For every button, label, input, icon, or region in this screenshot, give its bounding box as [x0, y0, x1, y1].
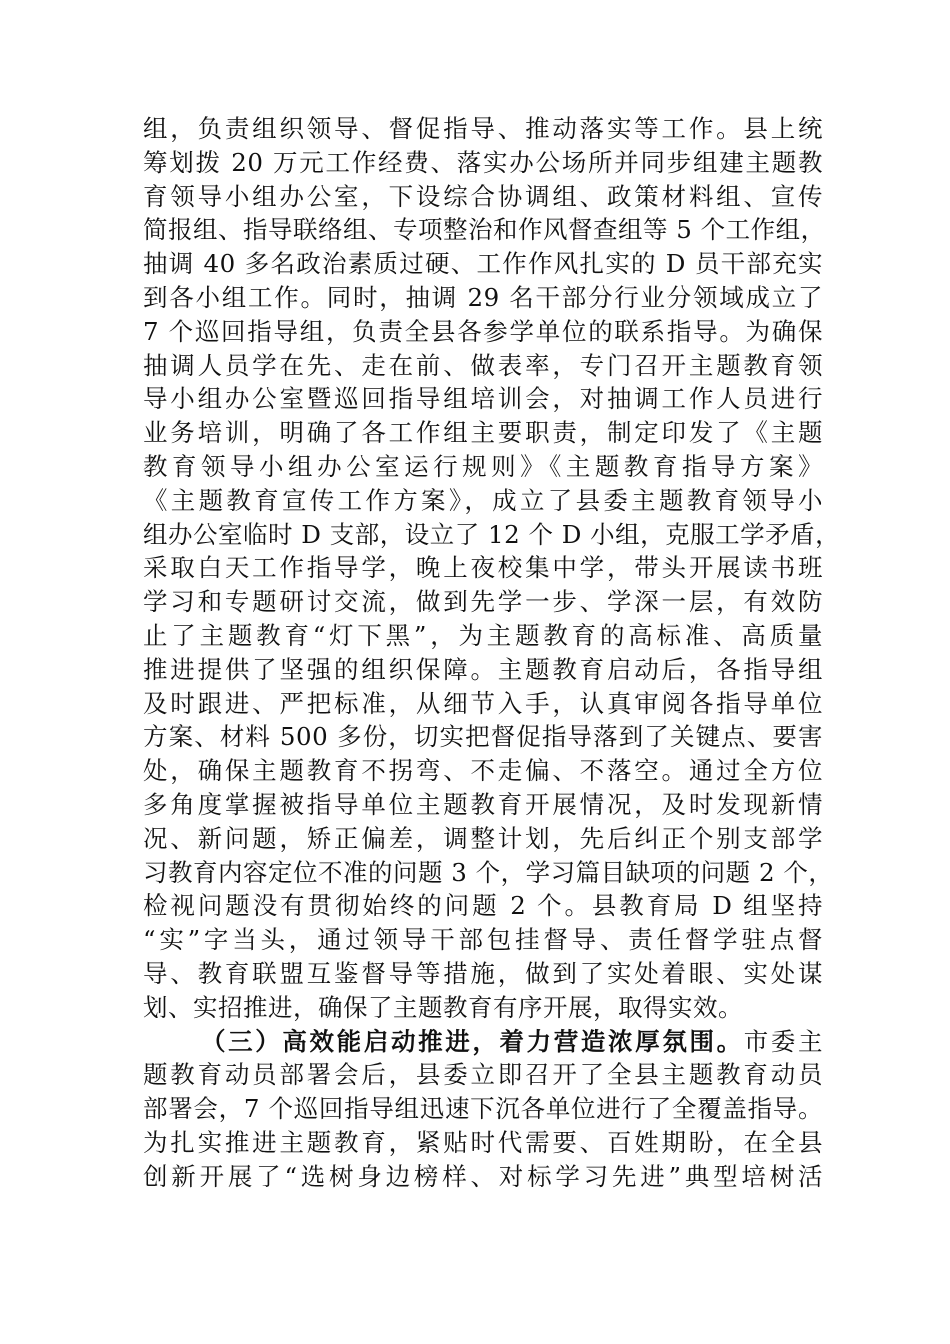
text-line: 推进提供了坚强的组织保障。主题教育启动后，各指导组	[143, 654, 823, 684]
section-heading-tail: 市委主	[743, 1026, 824, 1056]
section-heading: （三）高效能启动推进，着力营造浓厚氛围。	[201, 1026, 744, 1056]
text-line: 《主题教育宣传工作方案》，成立了县委主题教育领导小	[143, 485, 823, 515]
text-line: 及时跟进、严把标准，从细节入手，认真审阅各指导单位	[143, 688, 823, 718]
text-line: 为扎实推进主题教育，紧贴时代需要、百姓期盼，在全县	[143, 1127, 823, 1157]
text-line: 习教育内容定位不准的问题 3 个，学习篇目缺项的问题 2 个，	[143, 857, 834, 887]
text-line: 采取白天工作指导学，晚上夜校集中学，带头开展读书班	[143, 553, 823, 583]
text-line: 导、教育联盟互鉴督导等措施，做到了实处着眼、实处谋	[143, 958, 823, 988]
text-line: 7 个巡回指导组，负责全县各参学单位的联系指导。为确保	[143, 316, 823, 346]
text-line: 筹划拨 20 万元工作经费、落实办公场所并同步组建主题教	[143, 147, 823, 177]
text-line: 划、实招推进，确保了主题教育有序开展，取得实效。	[143, 992, 743, 1022]
text-line: 抽调人员学在先、走在前、做表率，专门召开主题教育领	[143, 350, 823, 380]
text-line: 止了主题教育“灯下黑”，为主题教育的高标准、高质量	[143, 620, 823, 650]
text-line: 导小组办公室暨巡回指导组培训会，对抽调工作人员进行	[143, 384, 823, 414]
text-line: 抽调 40 多名政治素质过硬、工作作风扎实的 D 员干部充实	[143, 249, 823, 279]
text-line: 组办公室临时 D 支部，设立了 12 个 D 小组，克服工学矛盾，	[143, 519, 841, 549]
text-line: 简报组、指导联络组、专项整治和作风督查组等 5 个工作组，	[143, 215, 826, 245]
text-line: 组，负责组织领导、督促指导、推动落实等工作。县上统	[143, 114, 823, 143]
text-line: “实”字当头，通过领导干部包挂督导、责任督学驻点督	[143, 925, 823, 955]
text-line: 多角度掌握被指导单位主题教育开展情况，及时发现新情	[143, 789, 823, 819]
text-line: 处，确保主题教育不拐弯、不走偏、不落空。通过全方位	[143, 756, 823, 786]
text-line: 到各小组工作。同时，抽调 29 名干部分行业分领域成立了	[143, 282, 823, 312]
text-line: 方案、材料 500 多份，切实把督促指导落到了关键点、要害	[143, 722, 823, 752]
text-line: 部署会，7 个巡回指导组迅速下沉各单位进行了全覆盖指导。	[143, 1094, 823, 1124]
text-line: 业务培训，明确了各工作组主要职责，制定印发了《主题	[143, 418, 823, 448]
text-line: 检视问题没有贯彻始终的问题 2 个。县教育局 D 组坚持	[143, 891, 823, 921]
text-line: 学习和专题研讨交流，做到先学一步、学深一层，有效防	[143, 587, 823, 617]
section-heading-line	[143, 1025, 823, 1059]
text-line: 创新开展了“选树身边榜样、对标学习先进”典型培树活	[143, 1161, 823, 1191]
body-text	[143, 112, 841, 1194]
text-line: 育领导小组办公室，下设综合协调组、政策材料组、宣传	[143, 181, 823, 211]
text-line: 教育领导小组办公室运行规则》《主题教育指导方案》	[143, 451, 823, 481]
text-line: 题教育动员部署会后，县委立即召开了全县主题教育动员	[143, 1060, 823, 1090]
text-line: 况、新问题，矫正偏差，调整计划，先后纠正个别支部学	[143, 823, 823, 853]
